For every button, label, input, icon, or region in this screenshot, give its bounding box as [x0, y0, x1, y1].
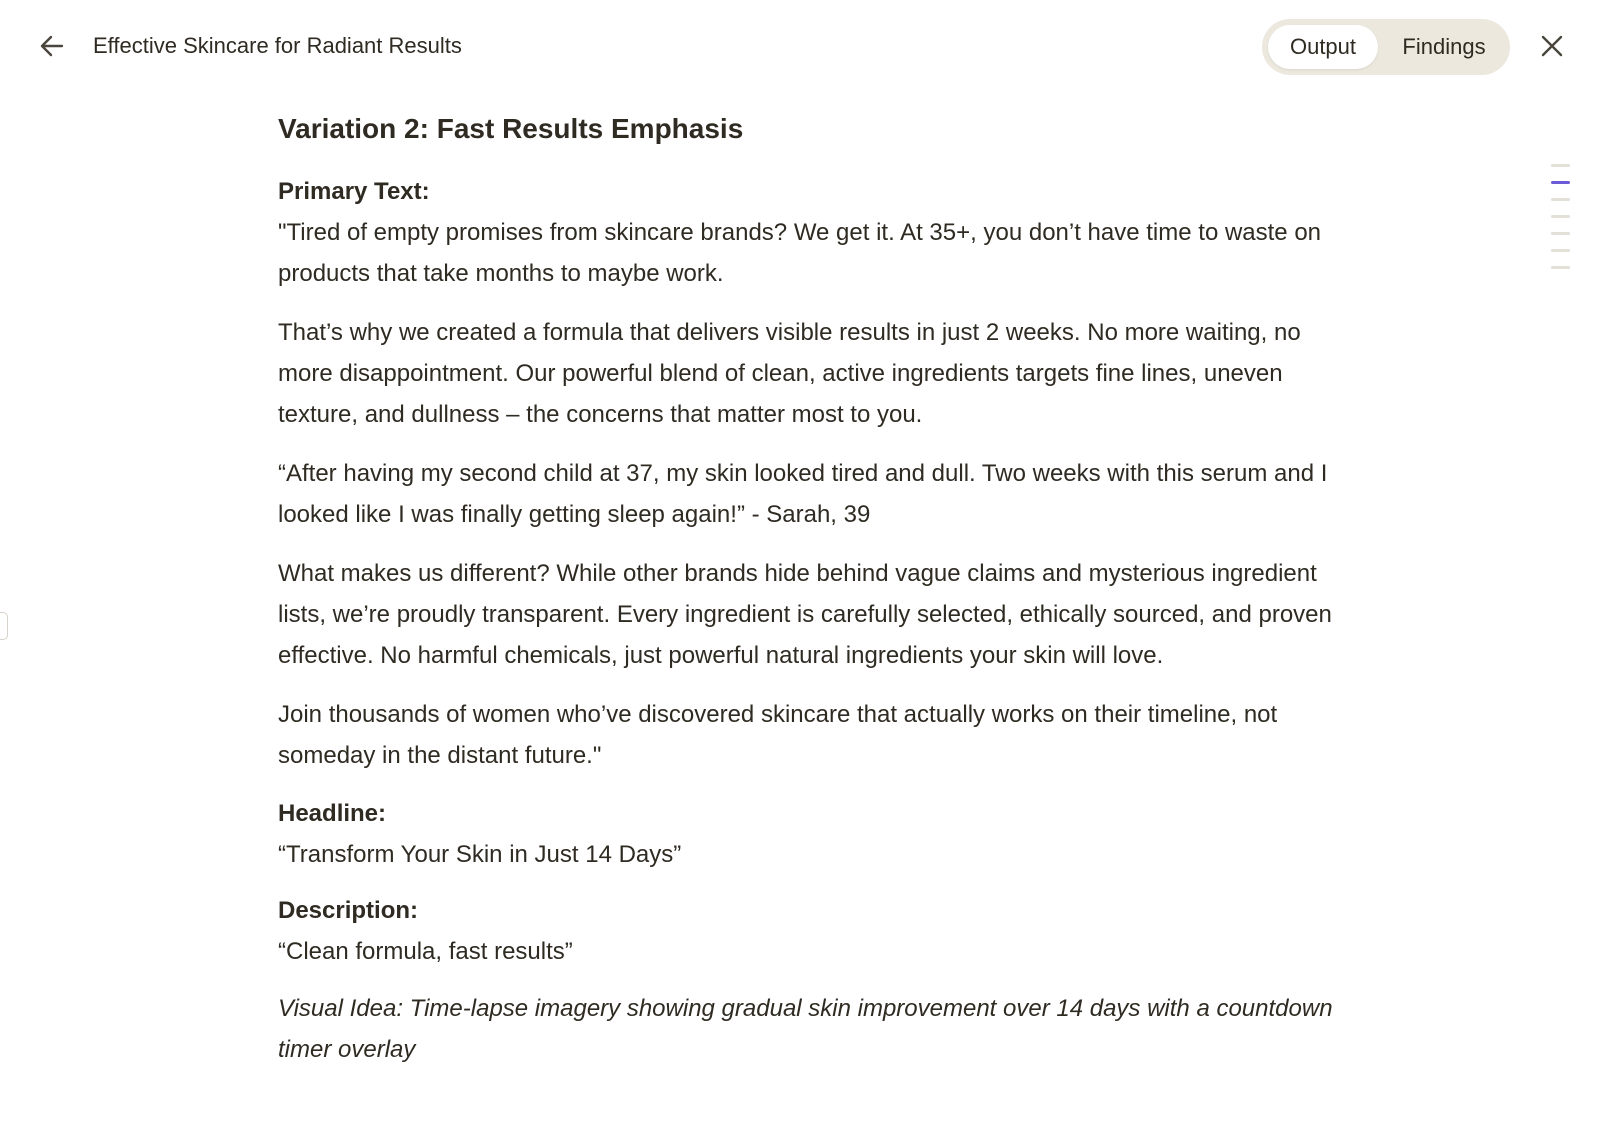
- document-body: [278, 110, 1338, 1088]
- section-minimap[interactable]: [1551, 164, 1571, 283]
- top-bar: [0, 0, 1600, 92]
- primary-paragraph: "Tired of empty promises from skincare brands? We get it. At 35+, you don’t have time to waste on products that take months to maybe work.: [278, 219, 1322, 287]
- primary-paragraph: Join thousands of women who’ve discovered skincare that actually works on their timeline, not someday in the distant future.": [278, 701, 1278, 769]
- visual-idea-text: Visual Idea: Time-lapse imagery showing gradual skin improvement over 14 days with a countdown timer overlay: [278, 995, 1333, 1063]
- minimap-line[interactable]: [1551, 266, 1570, 269]
- view-toggle: [1262, 19, 1510, 75]
- headline-label: Headline:: [278, 800, 387, 827]
- minimap-line[interactable]: [1551, 232, 1570, 235]
- variation-heading: Variation 2: Fast Results Emphasis: [278, 113, 744, 144]
- headline-text: “Transform Your Skin in Just 14 Days”: [278, 841, 682, 868]
- minimap-line[interactable]: [1551, 198, 1570, 201]
- primary-paragraph: That’s why we created a formula that delivers visible results in just 2 weeks. No more waiting, no more disappointment. Our powerful blend of clean, active ingredients targets fine lines, uneven texture, and dullness – the concerns that matter most to you.: [278, 319, 1301, 428]
- minimap-line-active[interactable]: [1551, 181, 1570, 184]
- testimonial-paragraph: “After having my second child at 37, my skin looked tired and dull. Two weeks with this serum and I looked like I was finally getting sleep again!” - Sarah, 39: [278, 460, 1328, 528]
- minimap-line[interactable]: [1551, 215, 1570, 218]
- primary-paragraph: What makes us different? While other brands hide behind vague claims and mysterious ingredient lists, we’re proudly transparent. Every ingredient is carefully selected, ethically sourced, and proven effective. No harmful chemicals, just powerful natural ingredients your skin will love.: [278, 560, 1332, 669]
- back-button[interactable]: [34, 28, 70, 64]
- close-button[interactable]: [1534, 28, 1570, 64]
- side-panel-handle[interactable]: [0, 612, 8, 640]
- tab-findings[interactable]: Findings: [1402, 34, 1486, 59]
- close-icon: [1539, 33, 1565, 59]
- page-title: Effective Skincare for Radiant Results: [93, 33, 462, 58]
- minimap-line[interactable]: [1551, 164, 1570, 167]
- description-text: “Clean formula, fast results”: [278, 938, 573, 965]
- arrow-left-icon: [38, 32, 66, 60]
- tab-output[interactable]: Output: [1268, 25, 1378, 69]
- minimap-line[interactable]: [1551, 249, 1570, 252]
- primary-text-label: Primary Text:: [278, 178, 430, 205]
- description-label: Description:: [278, 897, 419, 924]
